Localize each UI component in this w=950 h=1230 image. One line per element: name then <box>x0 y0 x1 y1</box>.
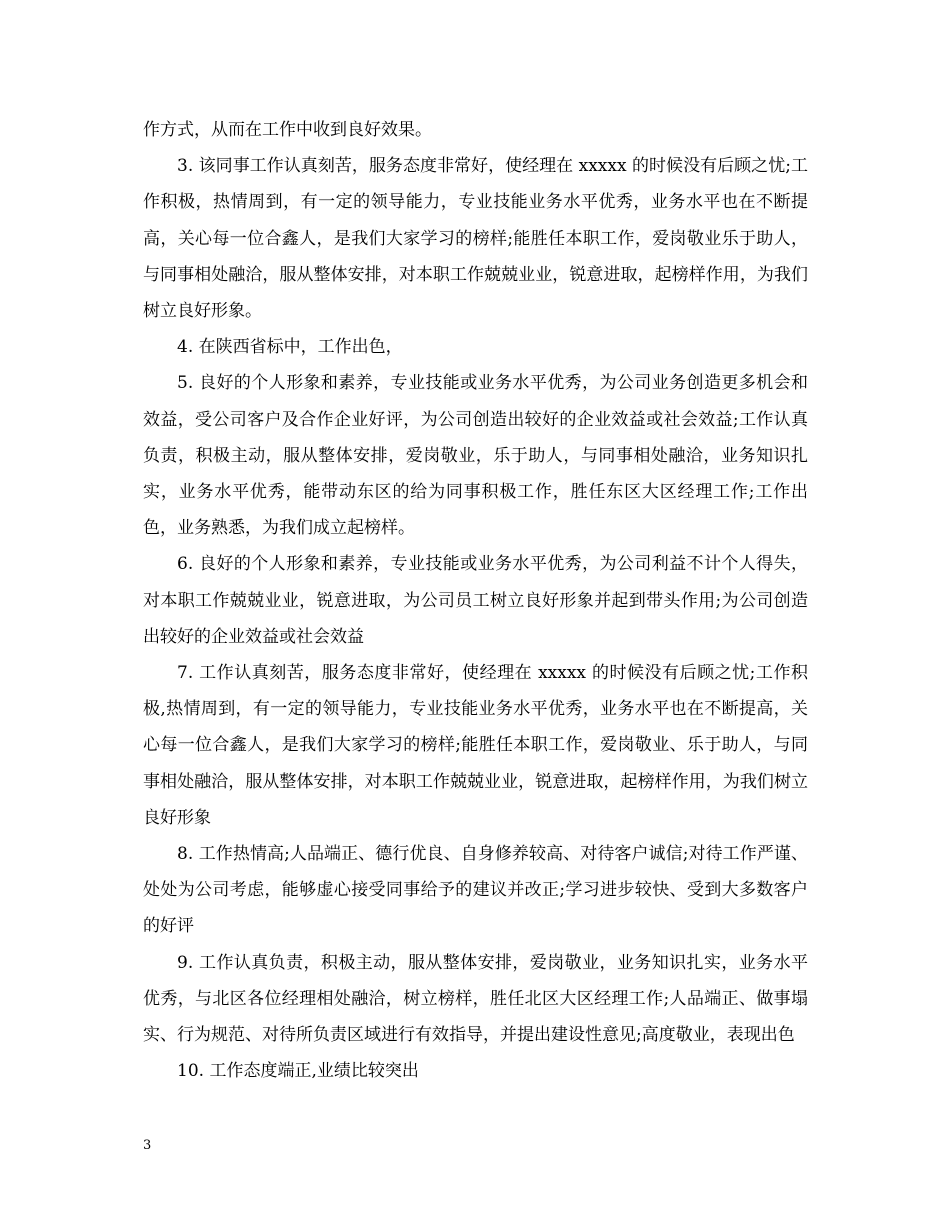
paragraph-item-4: 4. 在陕西省标中，工作出色， <box>177 337 403 358</box>
paragraph-item-9: 9. 工作认真负责，积极主动，服从整体安排，爱岗敬业，业务知识扎实，业务水平优秀，与北区各位经理相处融洽，树立榜样，胜任北区大区经理工作;人品端正、做事塌实、行为规范、对待所负责区域进行有效指导，并提出建设性意见;高度敬业，表现出色 <box>143 952 808 1046</box>
document-body <box>143 112 808 1089</box>
paragraph-item-10: 10. 工作态度端正,业绩比较突出 <box>177 1061 419 1082</box>
paragraph-item-6: 6. 良好的个人形象和素养，专业技能或业务水平优秀，为公司利益不计个人得失，对本职工作兢兢业业，锐意进取，为公司员工树立良好形象并起到带头作用;为公司创造出较好的企业效益或社会效益 <box>143 554 808 647</box>
paragraph-item-7: 7. 工作认真刻苦，服务态度非常好，使经理在 xxxxx 的时候没有后顾之忧;工作积极,热情周到，有一定的领导能力，专业技能业务水平优秀，业务水平也在不断提高，关心每一位合鑫人，是我们大家学习的榜样;能胜任本职工作，爱岗敬业、乐于助人，与同事相处融洽，服从整体安排，对本职工作兢兢业业，锐意进取，起榜样作用，为我们树立良好形象 <box>143 663 808 828</box>
paragraph-continuation: 作方式，从而在工作中收到良好效果。 <box>143 120 432 140</box>
paragraph-item-3: 3. 该同事工作认真刻苦，服务态度非常好，使经理在 xxxxx 的时候没有后顾之忧;工作积极，热情周到，有一定的领导能力，专业技能业务水平优秀，业务水平也在不断提高，关心每一位合鑫人，是我们大家学习的榜样;能胜任本职工作，爱岗敬业乐于助人，与同事相处融洽，服从整体安排，对本职工作兢兢业业，锐意进取，起榜样作用，为我们树立良好形象。 <box>143 156 808 322</box>
paragraph-item-8: 8. 工作热情高;人品端正、德行优良、自身修养较高、对待客户诚信;对待工作严谨、处处为公司考虑，能够虚心接受同事给予的建议并改正;学习进步较快、受到大多数客户的好评 <box>143 844 808 937</box>
page-number: 3 <box>143 1138 152 1153</box>
paragraph-item-5: 5. 良好的个人形象和素养，专业技能或业务水平优秀，为公司业务创造更多机会和效益，受公司客户及合作企业好评，为公司创造出较好的企业效益或社会效益;工作认真负责，积极主动，服从整体安排，爱岗敬业，乐于助人，与同事相处融洽，业务知识扎实，业务水平优秀，能带动东区的给为同事积极工作，胜任东区大区经理工作;工作出色，业务熟悉，为我们成立起榜样。 <box>143 373 808 539</box>
